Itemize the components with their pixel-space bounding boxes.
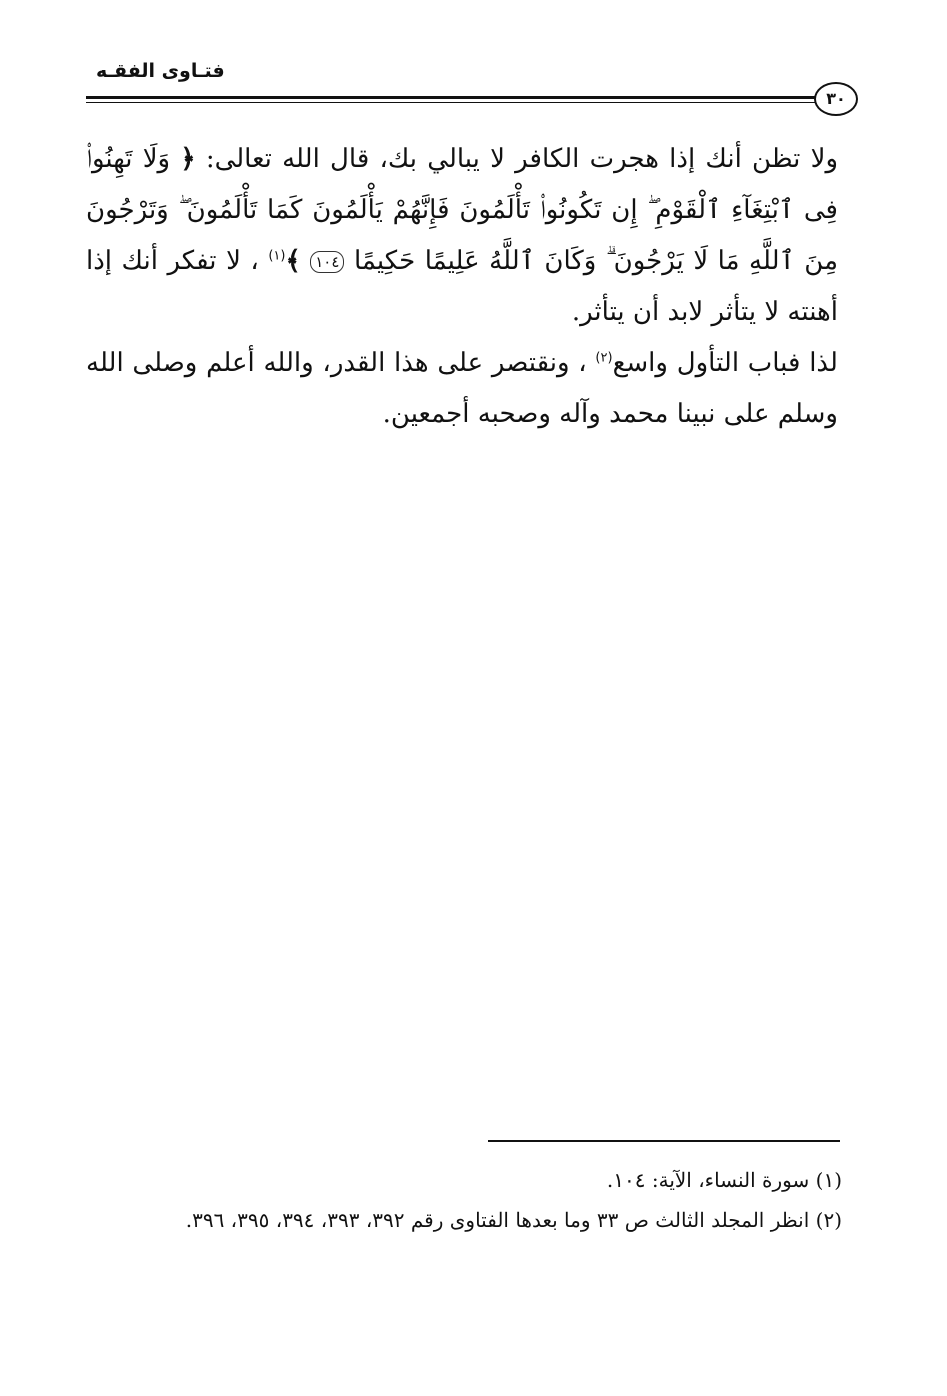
running-header-title: فتـاوى الفقـه <box>96 60 225 82</box>
paragraph-2-end: ، ونقتصر على هذا القدر، والله أعلم وصلى الله وسلم على نبينا محمد وآله وصحبه أجمعين. <box>86 348 838 429</box>
quran-close-bracket: ﴾ <box>285 246 301 276</box>
footnote-ref-1: (١) <box>268 248 286 264</box>
paragraph-2 <box>86 338 838 440</box>
footnotes <box>86 1160 842 1240</box>
quran-verse-text: وَلَا تَهِنُوا۟ فِى ٱبْتِغَآءِ ٱلْقَوْمِ ۖ إِن تَكُونُوا۟ تَأْلَمُونَ فَإِنَّهُمْ يَأْلَمُونَ كَمَا تَأْلَمُونَ ۖ وَتَرْجُونَ مِنَ ٱللَّهِ مَا لَا يَرْجُونَ ۗ وَكَانَ ٱللَّهُ عَلِيمًا حَكِيمًا <box>86 144 838 276</box>
footnote-ref-2: (٢) <box>595 350 613 366</box>
paragraph-1 <box>86 134 838 338</box>
header-rule <box>86 96 826 99</box>
quran-open-bracket: ﴿ <box>180 144 196 174</box>
paragraph-2-start: لذا فباب التأول واسع <box>612 348 838 378</box>
footnote-separator <box>488 1140 840 1142</box>
main-text <box>86 134 838 440</box>
paragraph-1-end: ، لا تفكر أنك إذا أهنته لا يتأثر لابد أن يتأثر. <box>86 246 838 327</box>
footnote-2: (٢) انظر المجلد الثالث ص ٣٣ وما بعدها الفتاوى رقم ٣٩٢، ٣٩٣، ٣٩٤، ٣٩٥، ٣٩٦. <box>185 1208 842 1232</box>
footnote-1: (١) سورة النساء، الآية: ١٠٤. <box>606 1168 842 1192</box>
page-number: ٣٠ <box>814 82 858 116</box>
header-rule-thin <box>86 102 826 103</box>
verse-number-marker: ١٠٤ <box>310 251 344 273</box>
intro-sentence: ولا تظن أنك إذا هجرت الكافر لا يبالي بك، قال الله تعالى: <box>205 144 839 174</box>
